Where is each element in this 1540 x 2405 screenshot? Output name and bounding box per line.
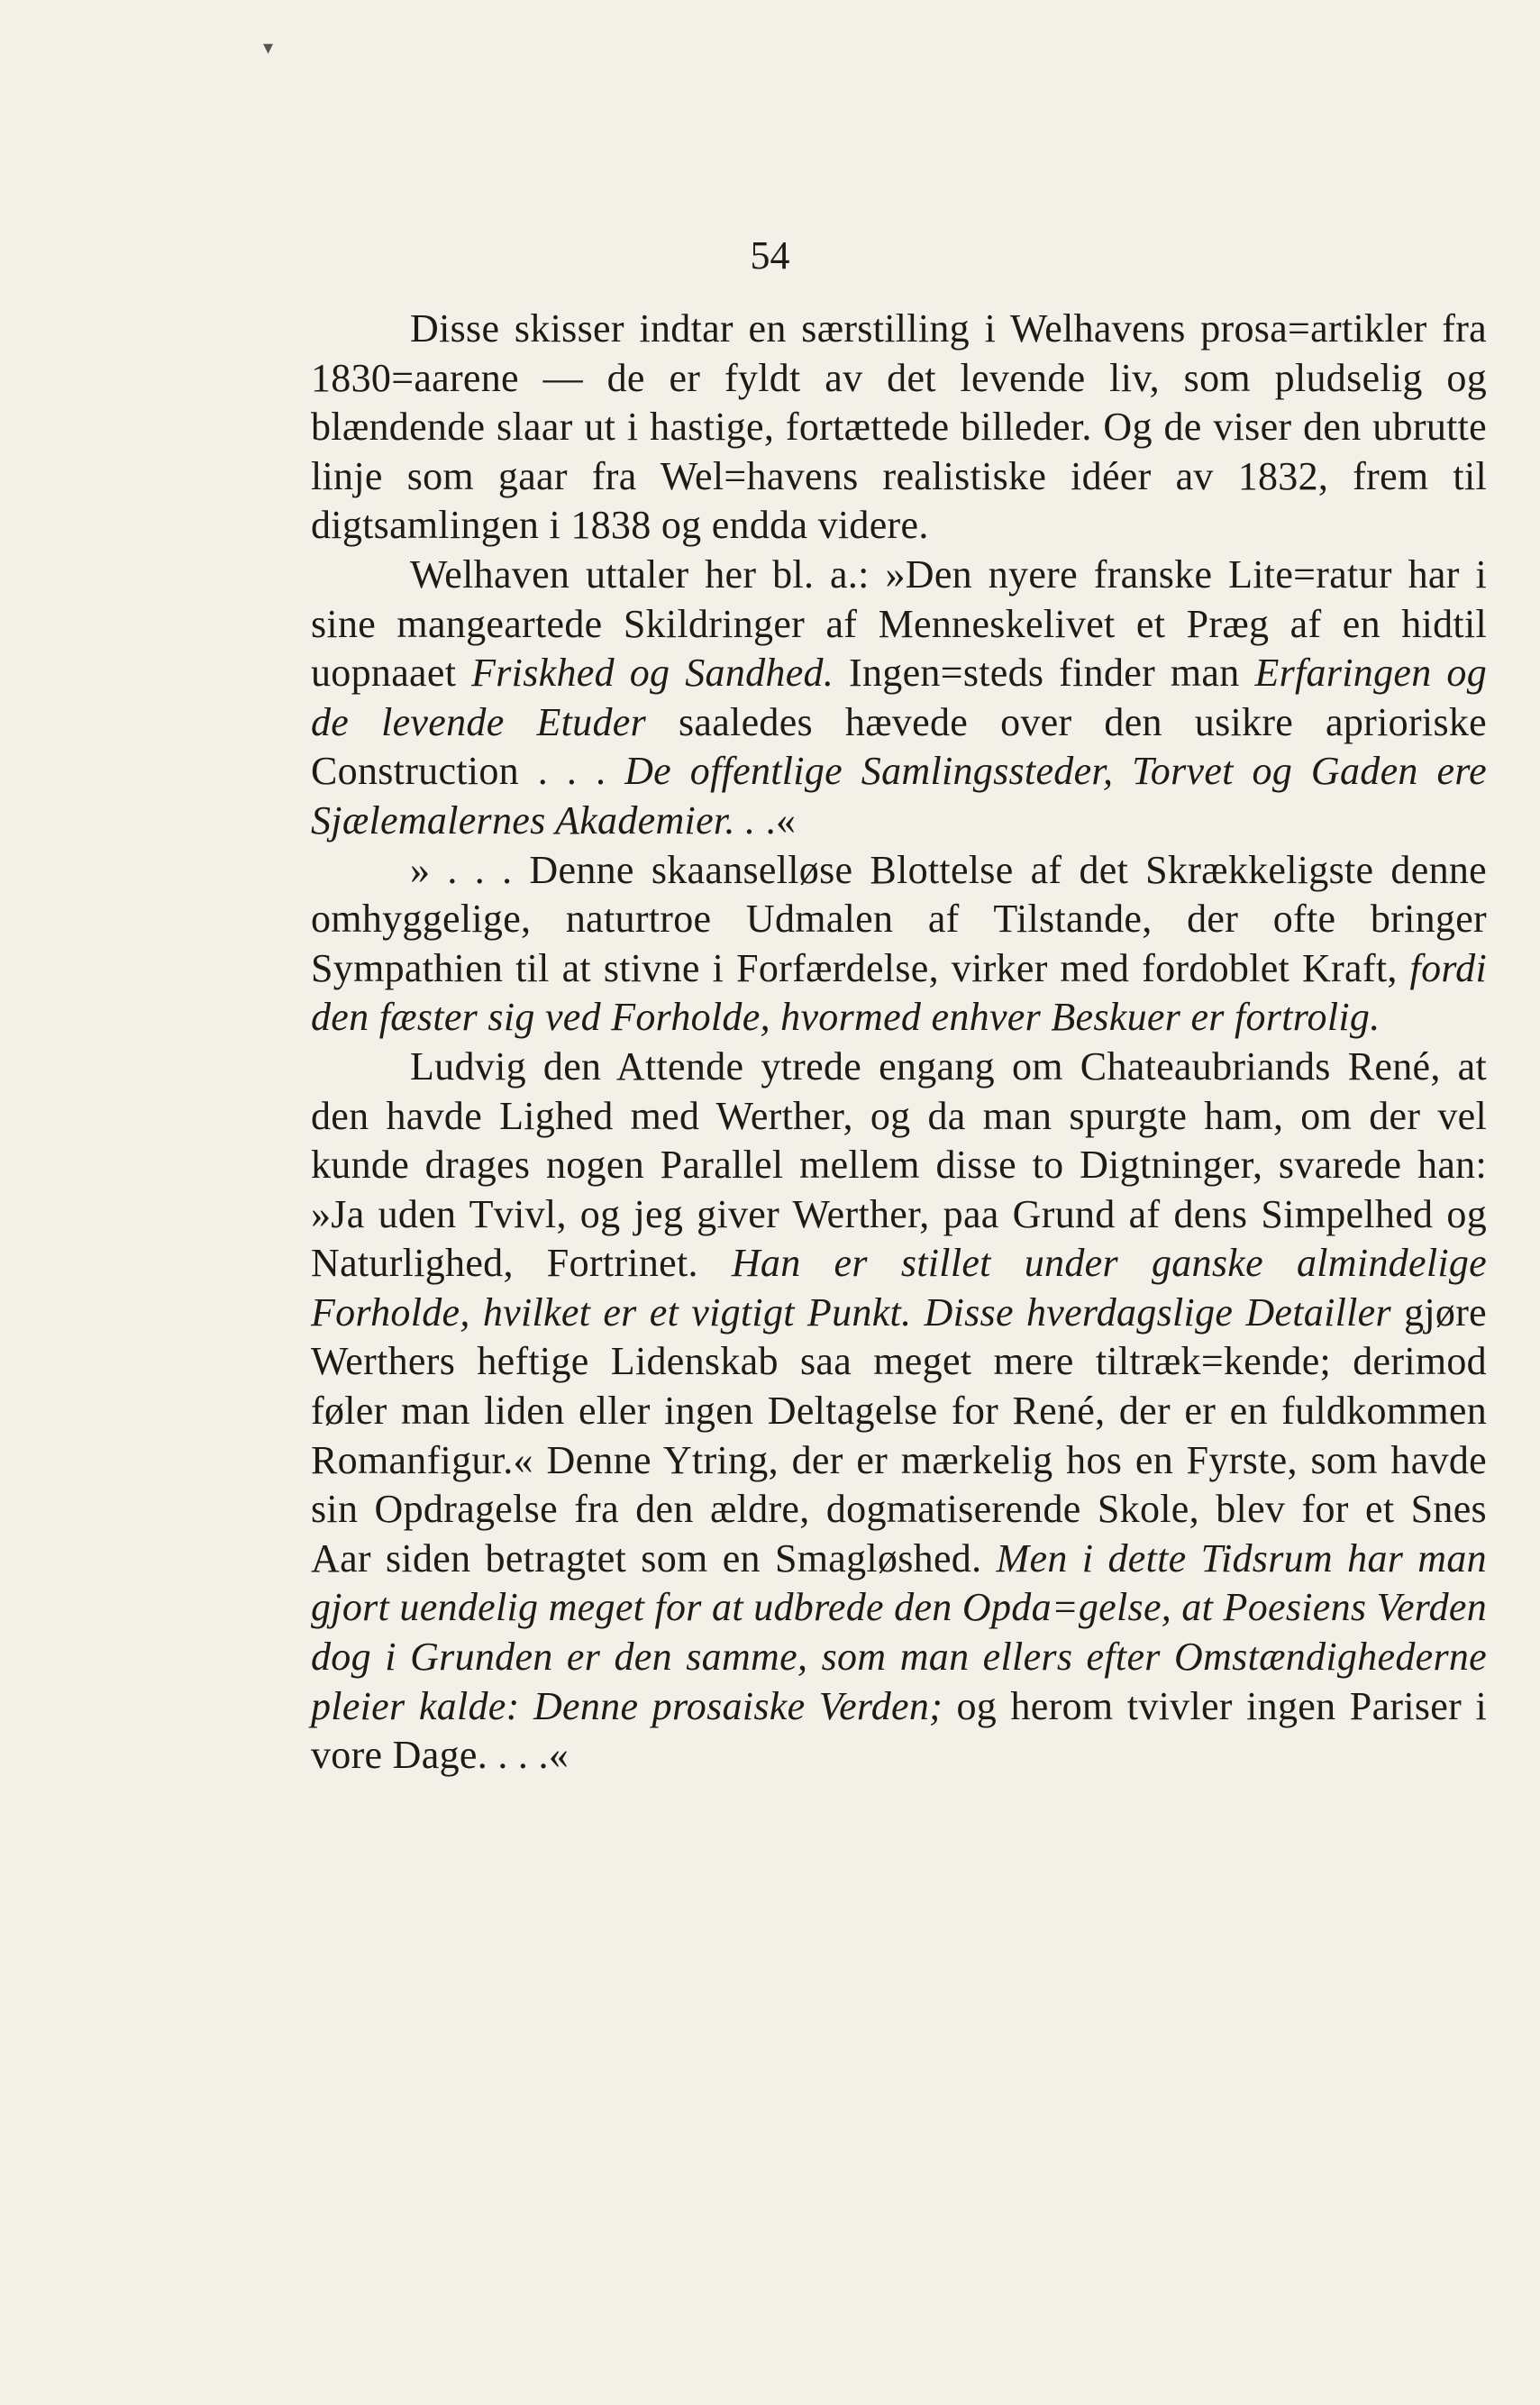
body-text bbox=[311, 305, 1487, 1781]
paragraph bbox=[311, 551, 1487, 846]
ink-speck: ▾ bbox=[263, 36, 274, 59]
italic-text-run: Men i dette Tidsrum har man gjort uendelig meget for at udbrede den Opda=gelse, at Poesiens Verden dog i Grunden er den samme, som man ellers efter Omstændighederne pleier kalde: Denne prosaiske Verden; bbox=[311, 1535, 1487, 1728]
text-run: .« bbox=[755, 797, 797, 843]
italic-text-run: Han er stillet under ganske almindelige Forholde, hvilket er et vigtigt Punkt. Disse hverdagslige Detailler bbox=[311, 1241, 1487, 1335]
paragraph bbox=[311, 305, 1487, 551]
text-run: og herom tvivler ingen Pariser i vore Dage. . . .« bbox=[311, 1683, 1487, 1778]
text-run: Welhaven uttaler her bl. a.: »Den nyere franske Lite=ratur har i sine mangeartede Skildringer af Menneskelivet et Præg af en hidtil uopnaaet bbox=[311, 551, 1487, 696]
text-run: Ingen=steds finder man bbox=[834, 651, 1255, 696]
italic-text-run: fordi den fæster sig ved Forholde, hvormed enhver Beskuer er fortrolig. bbox=[311, 945, 1487, 1040]
paragraph bbox=[311, 1043, 1487, 1781]
italic-text-run: Friskhed og Sandhed. bbox=[471, 651, 834, 696]
page-number: 54 bbox=[750, 233, 790, 278]
text-run: gjøre Werthers heftige Lidenskab saa meget mere tiltræk=kende; derimod føler man liden eller ingen Deltagelse for René, der er en fuldkommen Romanfigur.« Denne Ytring, der er mærkelig hos en Fyrste, som havde sin Opdragelse fra den ældre, dogmatiserende Skole, blev for et Snes Aar siden betragtet som en Smagløshed. bbox=[311, 1289, 1487, 1581]
text-run: Disse skisser indtar en særstilling i Welhavens prosa=artikler fra 1830=aarene — de er fyldt av det levende liv, som pludselig og blændende slaar ut i hastige, fortættede billeder. Og de viser den ubrutte linje som gaar fra Wel=havens realistiske idéer av 1832, frem til digtsamlingen i 1838 og endda videre. bbox=[311, 306, 1487, 548]
text-run: Ludvig den Attende ytrede engang om Chateaubriands René, at den havde Lighed med Werther, og da man spurgte ham, om der vel kunde drages nogen Parallel mellem disse to Digtninger, svarede han: »Ja uden Tvivl, og jeg giver Werther, paa Grund af dens Simpelhed og Naturlighed, Fortrinet. bbox=[311, 1043, 1487, 1286]
text-run: saaledes hævede over den usikre aprioriske Construction . . . bbox=[311, 699, 1487, 794]
italic-text-run: Erfaringen og de levende Etuder bbox=[311, 651, 1488, 744]
italic-text-run: De offentlige Samlingssteder, Torvet og Gaden ere Sjælemalernes Akademier. . bbox=[311, 749, 1487, 843]
paragraph bbox=[311, 846, 1487, 1043]
text-run: » . . . Denne skaanselløse Blottelse af det Skrækkeligste denne omhyggelige, naturtroe Udmalen af Tilstande, der ofte bringer Sympathien til at stivne i Forfærdelse, virker med fordoblet Kraft, bbox=[311, 847, 1487, 990]
